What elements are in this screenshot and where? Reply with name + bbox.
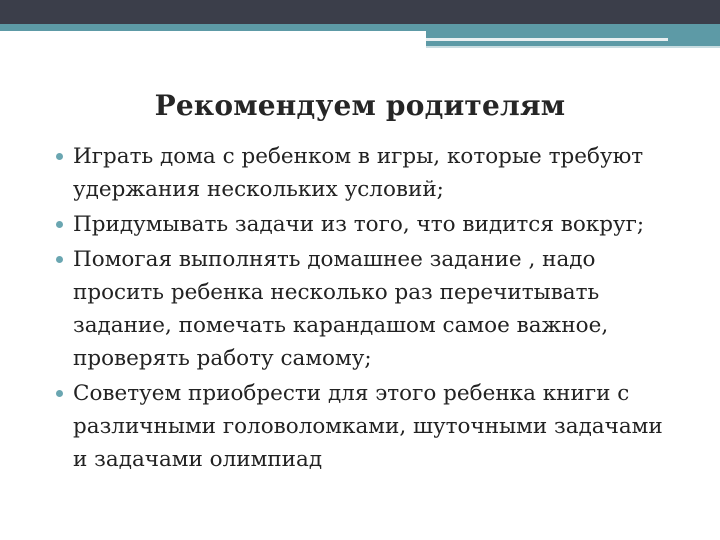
bullet-item bbox=[56, 243, 692, 375]
bullet-list bbox=[56, 140, 692, 478]
bullet-line: Помогая выполнять домашнее задание , надо bbox=[73, 247, 596, 272]
bullet-line: различными головоломками, шуточными задачами bbox=[73, 414, 663, 439]
bullet-line: проверять работу самому; bbox=[73, 346, 372, 371]
top-teal-band-right bbox=[426, 24, 720, 46]
bullet-line: удержания нескольких условий; bbox=[73, 177, 444, 202]
bullet-text bbox=[73, 243, 692, 375]
bullet-text bbox=[73, 140, 692, 206]
top-teal-band-left bbox=[0, 24, 426, 31]
bullet-dot-icon bbox=[56, 221, 63, 228]
bullet-line: и задачами олимпиад bbox=[73, 447, 323, 472]
bullet-line: задание, помечать карандашом самое важное, bbox=[73, 313, 609, 338]
bullet-text bbox=[73, 377, 692, 476]
bullet-line: Придумывать задачи из того, что видится вокруг; bbox=[73, 212, 645, 237]
top-band-highlight-line bbox=[426, 38, 668, 41]
bullet-line: Играть дома с ребенком в игры, которые требуют bbox=[73, 144, 644, 169]
bullet-dot-icon bbox=[56, 256, 63, 263]
bullet-line: просить ребенка несколько раз перечитывать bbox=[73, 280, 600, 305]
bullet-text bbox=[73, 208, 692, 241]
bullet-item bbox=[56, 140, 692, 206]
bullet-item bbox=[56, 377, 692, 476]
top-band-sub-line bbox=[426, 46, 720, 48]
bullet-dot-icon bbox=[56, 390, 63, 397]
bullet-dot-icon bbox=[56, 153, 63, 160]
bullet-line: Советуем приобрести для этого ребенка книги с bbox=[73, 381, 630, 406]
slide-title: Рекомендуем родителям bbox=[154, 89, 566, 122]
top-dark-band bbox=[0, 0, 720, 24]
bullet-item bbox=[56, 208, 692, 241]
